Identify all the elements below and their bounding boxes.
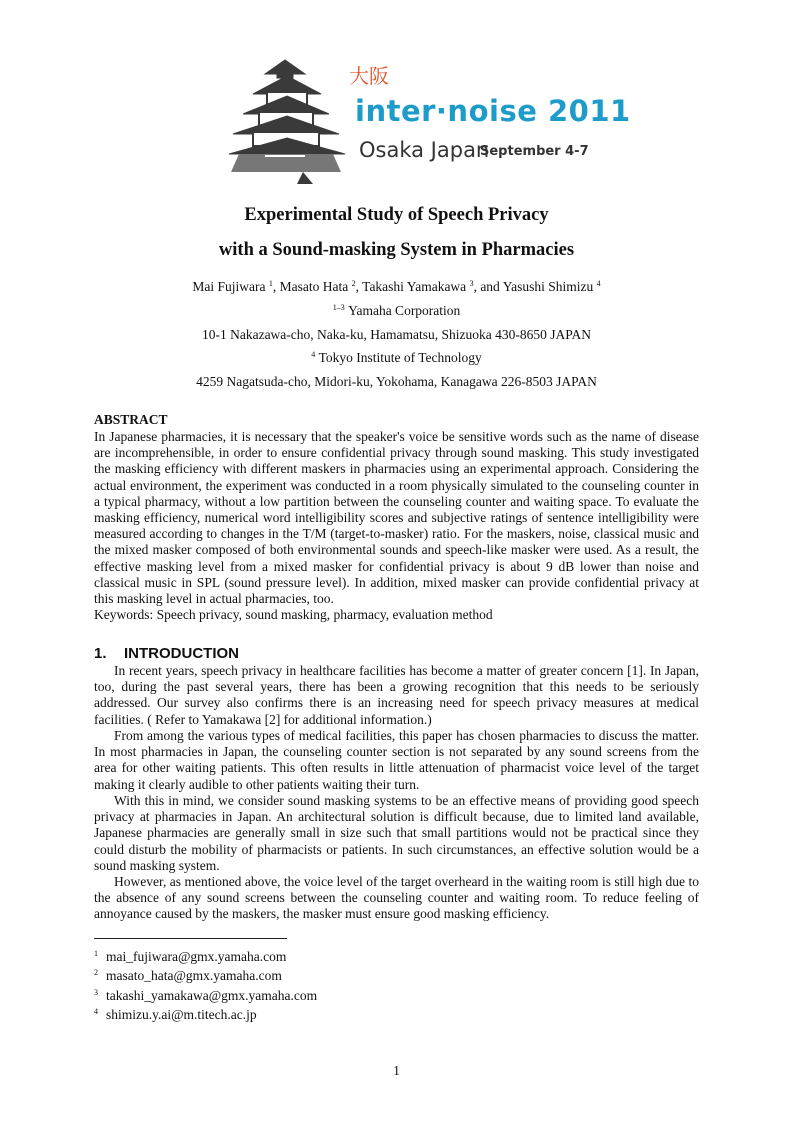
intro-paragraph: In recent years, speech privacy in healthcare facilities has become a matter of greater concern [1]. In Japan, too, during the past several years, there has been a growing recognition that this needs to be seriously addressed. Our survey also confirms there is an increasing need for speech privacy measures at medical facilities. ( Refer to Yamakawa [2] for additional information.) bbox=[94, 663, 699, 727]
intro-paragraph: With this in mind, we consider sound masking systems to be an effective means of providing good speech privacy at pharmacies in Japan. An architectural solution is difficult because, due to limited land available, Japanese pharmacies are generally small in size such that small partitions would not be practical since they could disturb the mobility of pharmacists or patients. In such circumstances, an effective solution would be a sound masking system. bbox=[94, 793, 699, 873]
logo-kanji: 大阪 bbox=[349, 64, 389, 88]
section-heading bbox=[94, 645, 239, 662]
section-number: 1. bbox=[94, 645, 107, 662]
author-name: Masato Hata bbox=[279, 279, 349, 294]
footnote-email: masato_hata@gmx.yamaha.com bbox=[106, 968, 282, 984]
footnote bbox=[94, 1004, 317, 1023]
author-name: Takashi Yamakawa bbox=[362, 279, 467, 294]
author-mark: 4 bbox=[596, 279, 601, 288]
author-separator: , and bbox=[473, 279, 503, 294]
logo-dates: September 4-7 bbox=[480, 144, 589, 159]
affiliation-name: Yamaha Corporation bbox=[348, 303, 461, 318]
footnote-mark: 3 bbox=[94, 987, 98, 997]
author-separator: , bbox=[355, 279, 363, 294]
footnote-email: mai_fujiwara@gmx.yamaha.com bbox=[106, 949, 287, 964]
osaka-castle-icon bbox=[225, 52, 355, 192]
footnotes bbox=[94, 946, 317, 1024]
affiliation-org bbox=[0, 303, 793, 319]
paper-title-line-2: with a Sound-masking System in Pharmacies bbox=[218, 240, 575, 260]
keywords: Keywords: Speech privacy, sound masking, pharmacy, evaluation method bbox=[94, 607, 493, 622]
footnote-email: takashi_yamakawa@gmx.yamaha.com bbox=[106, 987, 318, 1003]
section-title: INTRODUCTION bbox=[124, 645, 239, 662]
page-number: 1 bbox=[393, 1063, 400, 1078]
footnote-mark: 1 bbox=[94, 949, 98, 958]
conference-logo bbox=[225, 52, 631, 192]
affiliation-mark: 1–3 bbox=[332, 303, 345, 312]
footnote-divider bbox=[94, 938, 287, 939]
affiliation-address: 4259 Nagatsuda-cho, Midori-ku, Yokohama, Kanagawa 226-8503 JAPAN bbox=[196, 374, 597, 389]
logo-city: Osaka Japan bbox=[359, 138, 490, 162]
affiliation-address: 10-1 Nakazawa-cho, Naka-ku, Hamamatsu, Shizuoka 430-8650 JAPAN bbox=[201, 327, 592, 342]
author-name: Yasushi Shimizu bbox=[502, 279, 594, 294]
affiliation-name: Tokyo Institute of Technology bbox=[318, 350, 482, 365]
author-mark: 2 bbox=[351, 279, 356, 288]
paper-title-line-1: Experimental Study of Speech Privacy bbox=[244, 205, 549, 225]
footnote-email: shimizu.y.ai@m.titech.ac.jp bbox=[106, 1007, 257, 1023]
intro-paragraph: However, as mentioned above, the voice level of the target overheard in the waiting room is still high due to the absence of any sound screens between the counseling counter and waiting room. To reduce feeling of annoyance caused by the maskers, the masker must ensure good masking efficiency. bbox=[94, 874, 699, 922]
logo-wordmark: inter·noise 2011 bbox=[355, 94, 631, 128]
footnote bbox=[94, 985, 317, 1004]
author-mark: 3 bbox=[469, 279, 474, 288]
author-list bbox=[0, 279, 793, 295]
author-mark: 1 bbox=[268, 279, 273, 288]
intro-paragraph: From among the various types of medical facilities, this paper has chosen pharmacies to discuss the matter. In most pharmacies in Japan, the counseling counter section is not separated by any sound screens from the area for other waiting patients. This often results in little attenuation of pharmacist voice level of the target making it clearly audible to other patients waiting their turn. bbox=[94, 728, 699, 792]
abstract-heading: ABSTRACT bbox=[94, 412, 168, 427]
author-separator: , bbox=[272, 279, 280, 294]
affiliation-org bbox=[0, 350, 793, 366]
affiliation-mark: 4 bbox=[311, 350, 316, 359]
author-name: Mai Fujiwara bbox=[192, 279, 266, 294]
footnote-mark: 2 bbox=[94, 968, 98, 978]
footnote bbox=[94, 946, 317, 965]
footnote bbox=[94, 965, 317, 984]
abstract-body: In Japanese pharmacies, it is necessary that the speaker's voice be sensitive words such as the name of disease are incomprehensible, in order to ensure confidential privacy through sound masking. This study investigated the masking efficiency with different maskers in pharmacies using an experimental approach. Considering the actual environment, the experiment was conducted in a room physically simulated to the counseling counter in a typical pharmacy, without a low partition between the counseling counter and waiting space. To evaluate the masking efficiency, numerical word intelligibility scores and subjective ratings of sentence intelligibility were measured according to changes in the T/M (target-to-masker) ratio. For the maskers, noise, classical music and the mixed masker composed of both environmental sounds and speech-like masker were used. As a result, the effective masking level from a mixed masker for confidential privacy is about 9 dB lower than noise and classical music in SPL (sound pressure level). In addition, mixed masker can provide confidential privacy at this masking level in actual pharmacies, too. bbox=[94, 429, 699, 607]
footnote-mark: 4 bbox=[94, 1007, 98, 1017]
